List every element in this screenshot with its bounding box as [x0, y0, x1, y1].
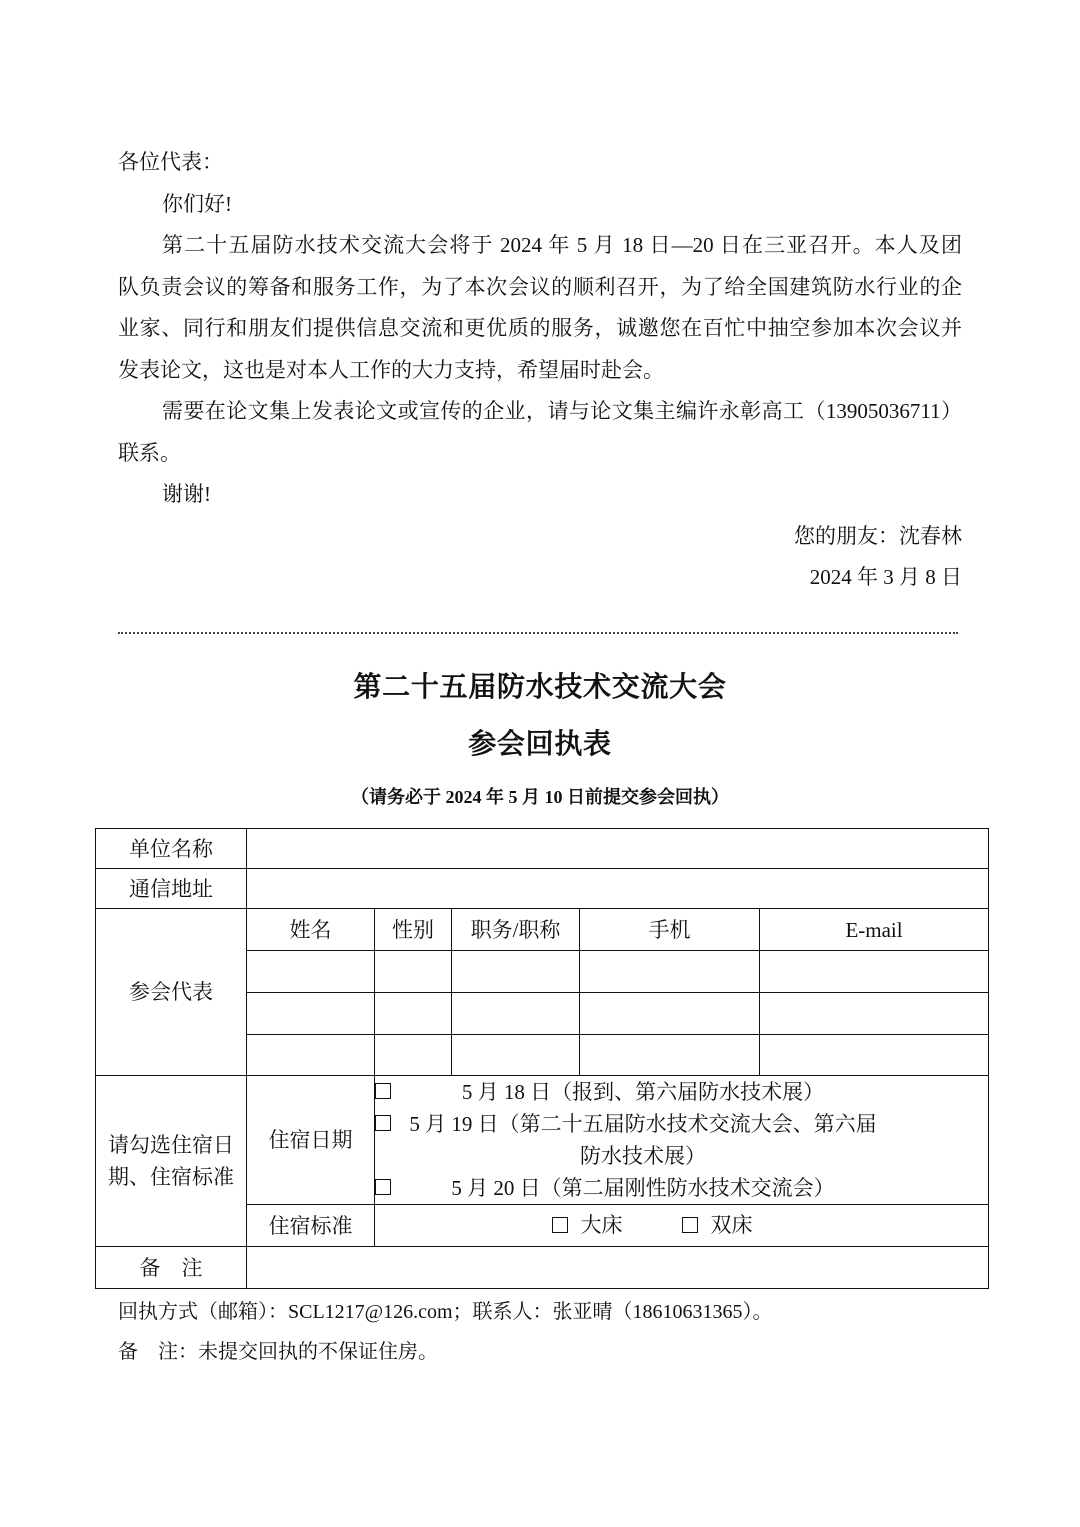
unit-name-label: 单位名称 [96, 829, 247, 869]
attendee-name-field[interactable] [247, 951, 375, 993]
attendee-email-field[interactable] [760, 1035, 989, 1076]
attendees-label: 参会代表 [96, 909, 247, 1076]
lodging-date-option[interactable] [375, 1108, 988, 1172]
room-type-text: 大床 [580, 1213, 623, 1237]
table-row [96, 869, 989, 909]
table-row [96, 829, 989, 869]
letter-signature: 您的朋友：沈春林 [794, 523, 962, 548]
address-label: 通信地址 [96, 869, 247, 909]
table-row [96, 1247, 989, 1289]
checkbox-icon[interactable] [552, 1217, 568, 1233]
table-row [96, 909, 989, 951]
form-title: 第二十五届防水技术交流大会 [353, 672, 727, 703]
checkbox-icon[interactable] [375, 1179, 391, 1195]
room-type-options [375, 1205, 989, 1247]
remarks-field[interactable] [247, 1247, 989, 1289]
letter-date: 2024 年 3 月 8 日 [809, 565, 962, 589]
column-header-email: E-mail [760, 909, 989, 951]
remarks-label: 备 注 [96, 1247, 247, 1289]
attendee-title-field[interactable] [452, 1035, 580, 1076]
column-header-title: 职务/职称 [452, 909, 580, 951]
letter-paragraph-1 [118, 225, 962, 391]
attendee-email-field[interactable] [760, 951, 989, 993]
column-header-name: 姓名 [247, 909, 375, 951]
invitation-letter [118, 142, 962, 599]
attendee-gender-field[interactable] [375, 951, 452, 993]
attendee-title-field[interactable] [452, 951, 580, 993]
paragraph-line: 需要在论文集上发表论文或宣传的企业，请与论文集主编许永彰高工（13905036711） [162, 399, 962, 423]
attendee-title-field[interactable] [452, 993, 580, 1035]
footer-note: 备 注：未提交回执的不保证住房。 [118, 1341, 438, 1363]
attendee-gender-field[interactable] [375, 1035, 452, 1076]
letter-salutation: 各位代表： [118, 150, 223, 174]
attendee-mobile-field[interactable] [580, 993, 760, 1035]
letter-thanks: 谢谢! [162, 482, 211, 506]
column-header-mobile: 手机 [580, 909, 760, 951]
form-subtitle: 参会回执表 [468, 729, 612, 760]
lodging-date-text: 5 月 19 日（第二十五届防水技术交流大会、第六届防水技术展） [409, 1112, 877, 1168]
registration-table [95, 828, 989, 1289]
letter-paragraph-2 [118, 391, 962, 474]
lodging-date-option[interactable] [375, 1172, 988, 1204]
lodging-dates-label: 住宿日期 [247, 1076, 375, 1205]
attendee-email-field[interactable] [760, 993, 989, 1035]
dotted-cut-line [118, 632, 958, 634]
address-field[interactable] [247, 869, 989, 909]
lodging-label: 请勾选住宿日期、住宿标准 [96, 1076, 247, 1247]
attendee-mobile-field[interactable] [580, 951, 760, 993]
column-header-gender: 性别 [375, 909, 452, 951]
attendee-name-field[interactable] [247, 1035, 375, 1076]
checkbox-icon[interactable] [682, 1217, 698, 1233]
form-footer [118, 1292, 988, 1372]
paragraph-line: 第二十五届防水技术交流大会将于 2024 年 5 月 18 日—20 日在三亚召开。本人及团 [162, 233, 962, 257]
reply-method-text: 回执方式（邮箱）：SCL1217@126.com；联系人：张亚晴（18610631365）。 [118, 1301, 773, 1323]
lodging-date-text: 5 月 18 日（报到、第六届防水技术展） [461, 1080, 825, 1104]
attendee-mobile-field[interactable] [580, 1035, 760, 1076]
lodging-date-option[interactable] [375, 1076, 988, 1108]
room-type-option[interactable] [552, 1209, 682, 1241]
room-type-label: 住宿标准 [247, 1205, 375, 1247]
checkbox-icon[interactable] [375, 1083, 391, 1099]
room-type-option[interactable] [682, 1209, 812, 1241]
paragraph-line: 联系。 [118, 440, 181, 465]
letter-greeting: 你们好! [162, 191, 232, 216]
paragraph-line: 队负责会议的筹备和服务工作，为了本次会议的顺利召开，为了给全国建筑防水行业的企 [118, 274, 962, 299]
lodging-date-text: 5 月 20 日（第二届刚性防水技术交流会） [451, 1176, 835, 1200]
paragraph-line: 业家、同行和朋友们提供信息交流和更优质的服务，诚邀您在百忙中抽空参加本次会议并 [118, 316, 962, 340]
lodging-dates-options [375, 1076, 989, 1205]
attendee-name-field[interactable] [247, 993, 375, 1035]
table-row [96, 1076, 989, 1205]
paragraph-line: 发表论文，这也是对本人工作的大力支持，希望届时赴会。 [118, 357, 664, 382]
checkbox-icon[interactable] [375, 1115, 391, 1131]
attendee-gender-field[interactable] [375, 993, 452, 1035]
deadline-note: （请务必于 2024 年 5 月 10 日前提交参会回执） [351, 787, 729, 807]
unit-name-field[interactable] [247, 829, 989, 869]
room-type-text: 双床 [710, 1213, 753, 1237]
